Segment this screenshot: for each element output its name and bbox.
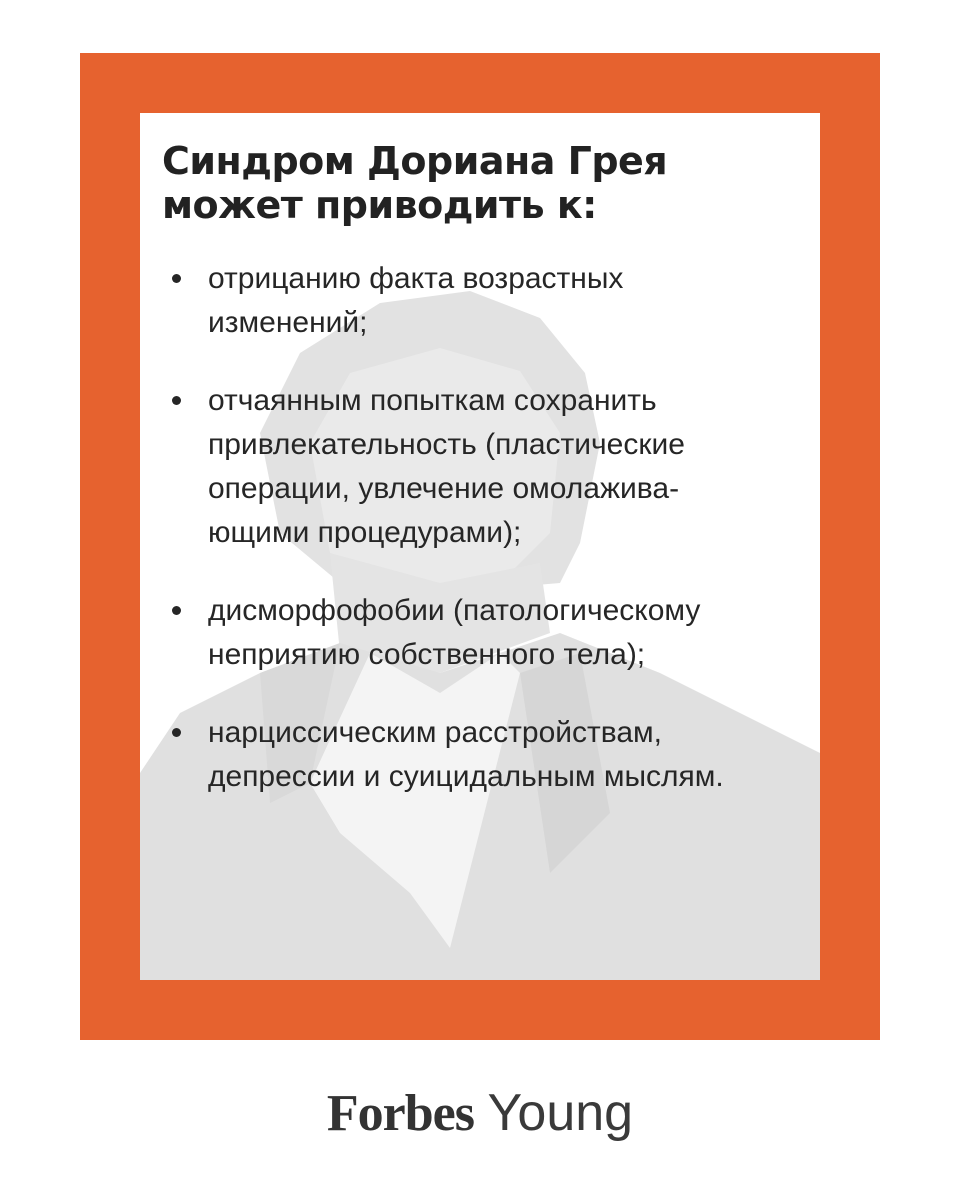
list-item-line: изменений; (208, 306, 368, 339)
bullet-dot-icon (172, 606, 181, 615)
content-panel (140, 113, 820, 980)
bullet-dot-icon (172, 728, 181, 737)
card-title-line-1: Синдром Дориана Грея (162, 139, 668, 183)
list-item-line: отрицанию факта возрастных (208, 262, 624, 295)
list-item-line: депрессии и суицидальным мыслям. (208, 760, 724, 793)
card-title-line-2: может приводить к: (162, 183, 597, 227)
list-item-line: отчаянным попыткам сохранить (208, 384, 657, 417)
text-content (162, 139, 802, 833)
brand-logo-bold: Forbes (326, 1085, 474, 1142)
brand-logo (0, 1083, 960, 1144)
list-item-line: дисморфофобии (патологическому (208, 594, 701, 627)
card-title (162, 139, 802, 227)
list-item (162, 589, 802, 677)
brand-logo-light: Young (487, 1084, 634, 1142)
list-item (162, 379, 802, 555)
bullet-dot-icon (172, 274, 181, 283)
list-item (162, 257, 802, 345)
bullet-list (162, 257, 802, 799)
list-item-line: неприятию собственного тела); (208, 638, 646, 671)
list-item-line: нарциссическим расстройствам, (208, 716, 663, 749)
list-item-line: привлекательность (пластические (208, 428, 685, 461)
bullet-dot-icon (172, 396, 181, 405)
list-item (162, 711, 802, 799)
list-item-line: ющими процедурами); (208, 516, 522, 549)
list-item-line: операции, увлечение омолажива- (208, 472, 680, 505)
orange-frame (80, 53, 880, 1040)
